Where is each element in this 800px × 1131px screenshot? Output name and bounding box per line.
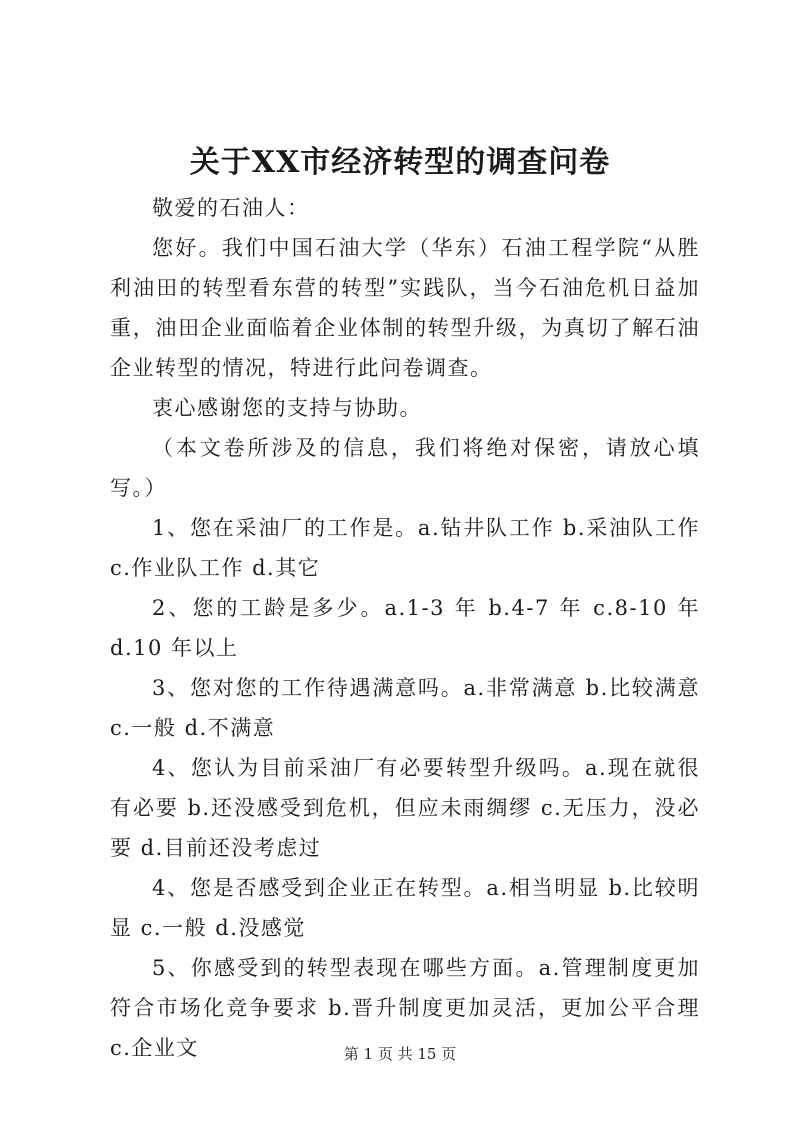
intro-paragraph: 您好。我们中国石油大学（华东）石油工程学院“从胜利油田的转型看东营的转型”实践队，当今石油危机日益加重，油田企业面临着企业体制的转型升级，为真切了解石油企业转型的情况，特进行此问卷调查。 [110,236,700,380]
question-4b: 4、您是否感受到企业正在转型。a.相当明显 b.比较明显 c.一般 d.没感觉 [110,876,700,940]
question-5: 5、你感受到的转型表现在哪些方面。a.管理制度更加符合市场化竞争要求 b.晋升制度更加灵活，更加公平合理 c.企业文 [110,956,700,1060]
question-2: 2、您的工龄是多少。a.1-3 年 b.4-7 年 c.8-10 年 d.10 年以上 [110,596,700,660]
question-1: 1、您在采油厂的工作是。a.钻井队工作 b.采油队工作 c.作业队工作 d.其它 [110,516,700,580]
thanks-paragraph: 衷心感谢您的支持与协助。 [152,396,422,420]
document-body [110,188,700,1068]
page-footer: 第 1 页 共 15 页 [343,1045,457,1063]
greeting-paragraph: 敬爱的石油人： [152,196,310,220]
question-4a: 4、您认为目前采油厂有必要转型升级吗。a.现在就很有必要 b.还没感受到危机，但应未雨绸缪 c.无压力，没必要 d.目前还没考虑过 [110,756,700,860]
document-title: 关于XX市经济转型的调查问卷 [189,145,611,180]
question-3: 3、您对您的工作待遇满意吗。a.非常满意 b.比较满意 c.一般 d.不满意 [110,676,700,740]
privacy-note-paragraph: （本文卷所涉及的信息，我们将绝对保密，请放心填写。） [110,436,700,500]
